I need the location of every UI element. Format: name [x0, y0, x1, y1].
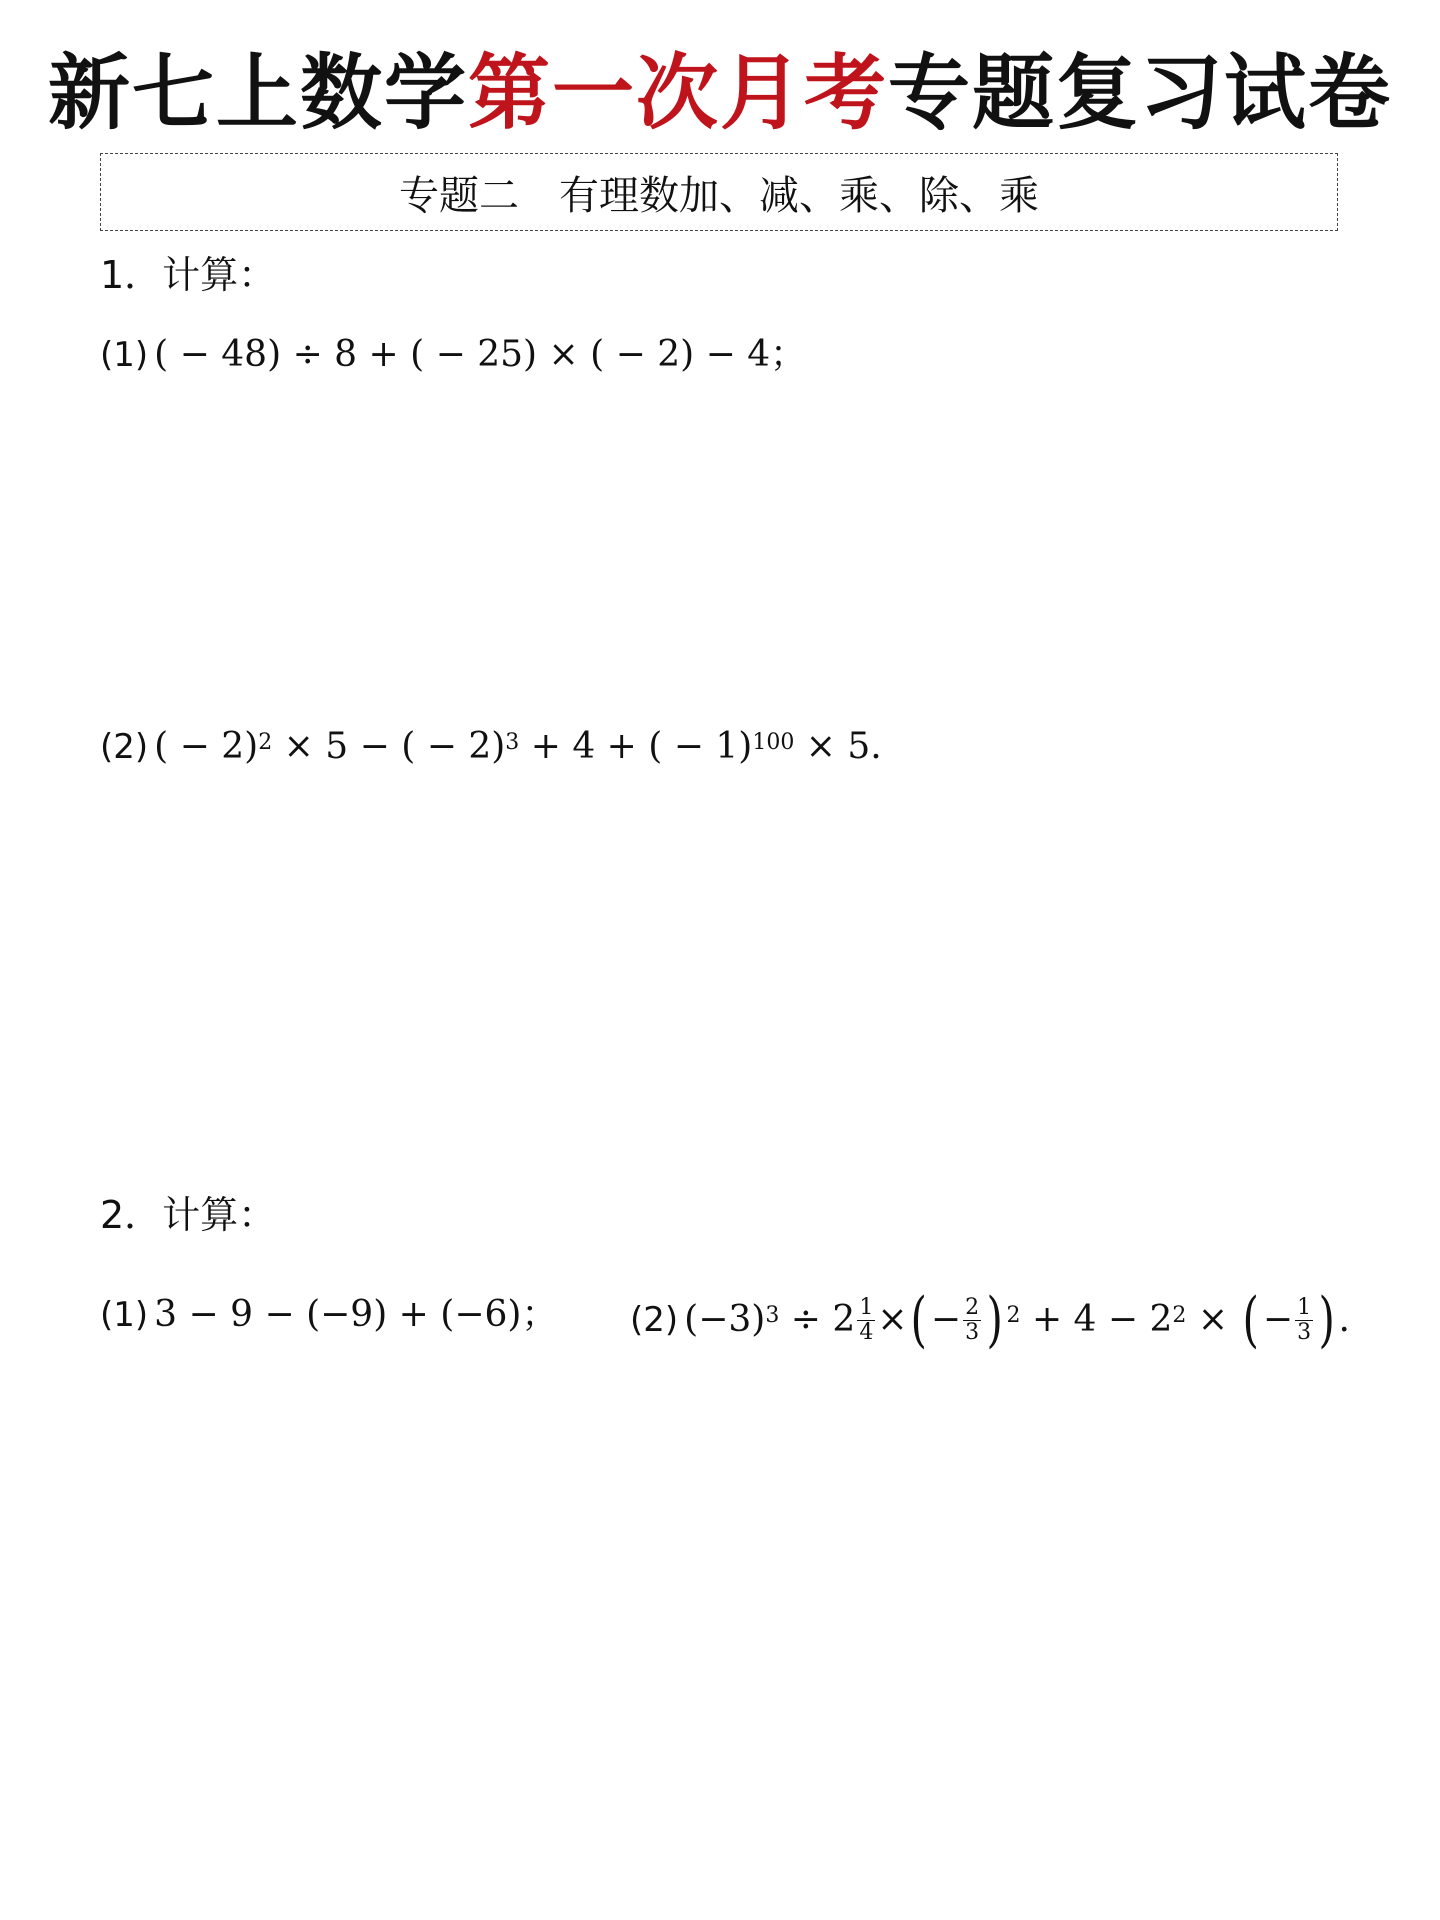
math-text: × 5. — [794, 726, 882, 767]
denominator: 3 — [965, 1319, 980, 1345]
expression-text: ( − 48) ÷ 8 + ( − 25) × ( − 2) − 4； — [154, 334, 807, 375]
math-text: × — [1186, 1299, 1240, 1340]
large-parenthesis: ) — [1318, 1285, 1335, 1355]
exponent: 3 — [505, 730, 520, 755]
question-2-part-2 — [630, 1285, 1350, 1355]
question-1-heading: 1．计算： — [100, 253, 277, 297]
math-text: . — [1338, 1299, 1350, 1340]
exponent: 2 — [1172, 1303, 1187, 1328]
fraction — [1295, 1296, 1313, 1345]
title-part-3: 专题复习试卷 — [888, 46, 1393, 141]
large-parenthesis: ) — [986, 1285, 1003, 1355]
fraction — [963, 1296, 981, 1345]
math-text: × 5 − ( − 2) — [272, 726, 506, 767]
denominator: 4 — [859, 1319, 874, 1345]
math-text: ÷ 2 — [779, 1299, 856, 1340]
denominator: 3 — [1297, 1319, 1312, 1345]
topic-banner — [100, 153, 1338, 231]
math-text: − — [930, 1299, 962, 1340]
exponent: 3 — [765, 1303, 780, 1328]
numerator: 2 — [965, 1294, 980, 1320]
part-label: (2) — [100, 727, 149, 767]
exponent: 2 — [258, 730, 273, 755]
exponent: 100 — [752, 730, 795, 755]
part-label: (1) — [100, 335, 149, 375]
topic-subtitle: 专题二 有理数加、减、乘、除、乘 — [399, 172, 1039, 219]
question-2-heading: 2．计算： — [100, 1193, 277, 1237]
math-text: × — [877, 1299, 908, 1340]
title-part-2-highlight: 第一次月考 — [467, 46, 888, 141]
math-text: + 4 − 2 — [1020, 1299, 1173, 1340]
question-2-part-1 — [100, 1290, 557, 1340]
page-title — [0, 44, 1440, 144]
numerator: 1 — [1297, 1294, 1312, 1320]
part-label: (2) — [630, 1300, 679, 1340]
math-text: (−3) — [684, 1299, 766, 1340]
math-text: + 4 + ( − 1) — [519, 726, 753, 767]
expression-segments — [154, 722, 882, 772]
numerator: 1 — [859, 1294, 874, 1320]
math-text: ( − 2) — [154, 726, 259, 767]
question-1-part-1 — [100, 330, 806, 380]
question-1-part-2 — [100, 722, 882, 772]
title-part-1: 新七上数学 — [47, 46, 468, 141]
exponent: 2 — [1006, 1303, 1021, 1328]
fraction — [857, 1296, 875, 1345]
expression-text: 3 − 9 − (−9) + (−6)； — [154, 1294, 558, 1335]
expression-segments — [684, 1285, 1350, 1355]
large-parenthesis: ( — [910, 1285, 928, 1355]
large-parenthesis: ( — [1242, 1285, 1260, 1355]
math-text: − — [1262, 1299, 1294, 1340]
part-label: (1) — [100, 1295, 149, 1335]
